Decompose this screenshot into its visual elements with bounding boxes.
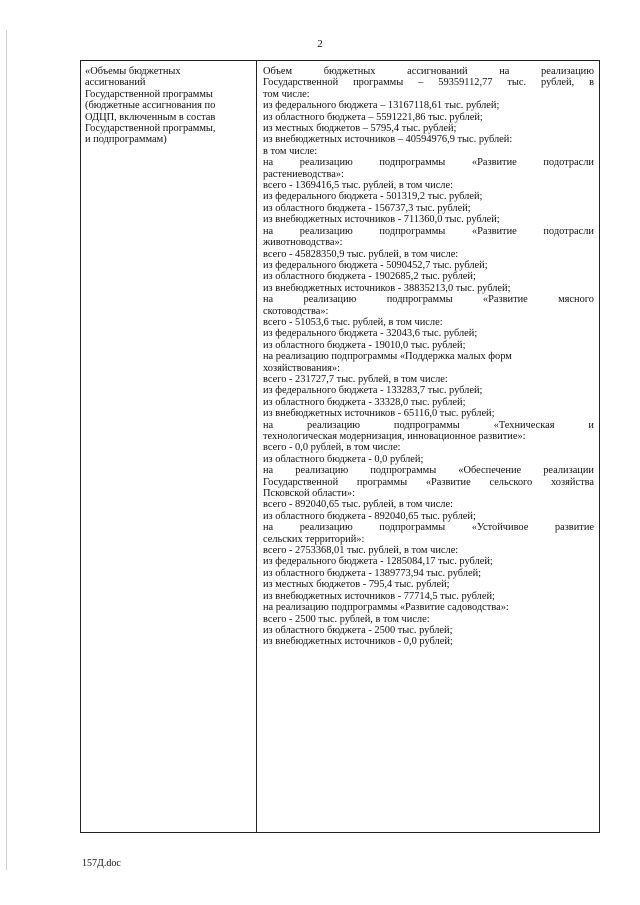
right-cell-line: на реализацию подпрограммы «Поддержка малых форм bbox=[263, 351, 512, 363]
right-cell-line: из внебюджетных источников – 40594976,9 тыс. рублей: bbox=[263, 134, 513, 146]
right-cell-line: из областного бюджета – 5591221,86 тыс. рублей; bbox=[263, 111, 483, 123]
right-cell-line: всего - 2753368,01 тыс. рублей, в том числе: bbox=[263, 545, 459, 557]
budget-table bbox=[80, 60, 600, 833]
right-cell-line: всего - 231727,7 тыс. рублей, в том числе: bbox=[263, 373, 448, 385]
left-cell-line: (бюджетные ассигнования по bbox=[85, 100, 216, 112]
right-cell-line: на реализацию подпрограммы «Развитие мясного bbox=[263, 294, 594, 306]
right-cell-line: всего - 45828350,9 тыс. рублей, в том числе: bbox=[263, 248, 459, 260]
right-cell-line: на реализацию подпрограммы «Техническая и bbox=[263, 419, 594, 431]
right-cell-line: всего - 51053,6 тыс. рублей, в том числе: bbox=[263, 316, 443, 328]
right-cell-line: из областного бюджета - 2500 тыс. рублей; bbox=[263, 624, 453, 636]
right-cell-line: из областного бюджета - 33328,0 тыс. рублей; bbox=[263, 396, 466, 408]
right-cell bbox=[257, 61, 599, 832]
right-cell-line: Государственной программы «Развитие сельского хозяйства bbox=[263, 476, 594, 488]
right-cell-line: на реализацию подпрограммы «Обеспечение реализации bbox=[263, 465, 594, 477]
right-cell-line: животноводства»: bbox=[263, 237, 343, 249]
right-cell-line: на реализацию подпрограммы «Развитие подотрасли bbox=[263, 157, 594, 169]
right-cell-line: из федерального бюджета - 5090452,7 тыс. рублей; bbox=[263, 259, 488, 271]
right-cell-line: растениеводства»: bbox=[263, 168, 344, 180]
right-cell-line: из федерального бюджета - 1285084,17 тыс. рублей; bbox=[263, 556, 493, 568]
page-number: 2 bbox=[317, 38, 323, 50]
left-cell-line: Государственной программы bbox=[85, 88, 213, 100]
right-cell-line: из внебюджетных источников - 38835213,0 тыс. рублей; bbox=[263, 282, 511, 294]
right-cell-line: из областного бюджета - 1902685,2 тыс. рублей; bbox=[263, 271, 476, 283]
right-cell-line: из областного бюджета - 19010,0 тыс. рублей; bbox=[263, 339, 466, 351]
left-cell-line: и подпрограммам) bbox=[85, 134, 167, 146]
right-cell-line: из местных бюджетов - 795,4 тыс. рублей; bbox=[263, 579, 450, 591]
right-cell-line: Объем бюджетных ассигнований на реализацию bbox=[263, 66, 594, 77]
right-cell-line: на реализацию подпрограммы «Устойчивое развитие bbox=[263, 522, 594, 534]
file-name-footer: 157Д.doc bbox=[82, 858, 121, 869]
right-cell-line: всего - 1369416,5 тыс. рублей, в том числе: bbox=[263, 180, 453, 192]
right-cell-line: из федерального бюджета - 32043,6 тыс. рублей; bbox=[263, 328, 478, 340]
right-cell-line: на реализацию подпрограммы «Развитие садоводства»: bbox=[263, 602, 509, 614]
right-cell-line: технологическая модернизация, инновационное развитие»: bbox=[263, 431, 526, 442]
right-cell-line: Государственной программы – 59359112,77 тыс. рублей, в bbox=[263, 77, 594, 89]
right-cell-line: из федерального бюджета - 133283,7 тыс. рублей; bbox=[263, 385, 483, 397]
right-cell-line: Псковской области»: bbox=[263, 488, 355, 500]
right-cell-line: хозяйствования»: bbox=[263, 362, 340, 374]
scan-edge-mark bbox=[6, 30, 7, 870]
right-cell-line: из внебюджетных источников - 77714,5 тыс. рублей; bbox=[263, 590, 495, 602]
right-cell-line: из областного бюджета - 0,0 рублей; bbox=[263, 453, 424, 465]
right-cell-line: из внебюджетных источников - 711360,0 тыс. рублей; bbox=[263, 214, 500, 226]
right-cell-line: в том числе: bbox=[263, 145, 318, 157]
right-cell-line: из областного бюджета - 156737,3 тыс. рублей; bbox=[263, 202, 471, 214]
right-cell-line: всего - 0,0 рублей, в том числе: bbox=[263, 442, 401, 454]
right-cell-line: из внебюджетных источников - 65116,0 тыс. рублей; bbox=[263, 408, 495, 420]
right-cell-line: из федерального бюджета – 13167118,61 тыс. рублей; bbox=[263, 100, 500, 112]
right-cell-line: всего - 892040,65 тыс. рублей, в том числе: bbox=[263, 499, 453, 511]
right-cell-line: сельских территорий»: bbox=[263, 533, 365, 545]
left-cell-line: «Объемы бюджетных bbox=[85, 66, 181, 77]
right-cell-line: всего - 2500 тыс. рублей, в том числе: bbox=[263, 613, 430, 625]
right-cell-line: том числе: bbox=[263, 88, 310, 100]
right-cell-line: из местных бюджетов – 5795,4 тыс. рублей; bbox=[263, 123, 457, 135]
right-cell-line: на реализацию подпрограммы «Развитие подотрасли bbox=[263, 225, 594, 237]
right-cell-line: из внебюджетных источников - 0,0 рублей; bbox=[263, 636, 453, 648]
right-cell-line: из федерального бюджета - 501319,2 тыс. рублей; bbox=[263, 191, 483, 203]
right-cell-line: из областного бюджета - 1389773,94 тыс. рублей; bbox=[263, 567, 482, 579]
left-cell-line: Государственной программы, bbox=[85, 123, 216, 135]
left-cell-line: ОДЦП, включенным в состав bbox=[85, 111, 216, 123]
left-cell-line: ассигнований bbox=[85, 77, 146, 89]
right-cell-line: скотоводства»: bbox=[263, 305, 329, 317]
right-cell-line: из областного бюджета - 892040,65 тыс. рублей; bbox=[263, 510, 476, 522]
left-cell bbox=[81, 61, 257, 832]
